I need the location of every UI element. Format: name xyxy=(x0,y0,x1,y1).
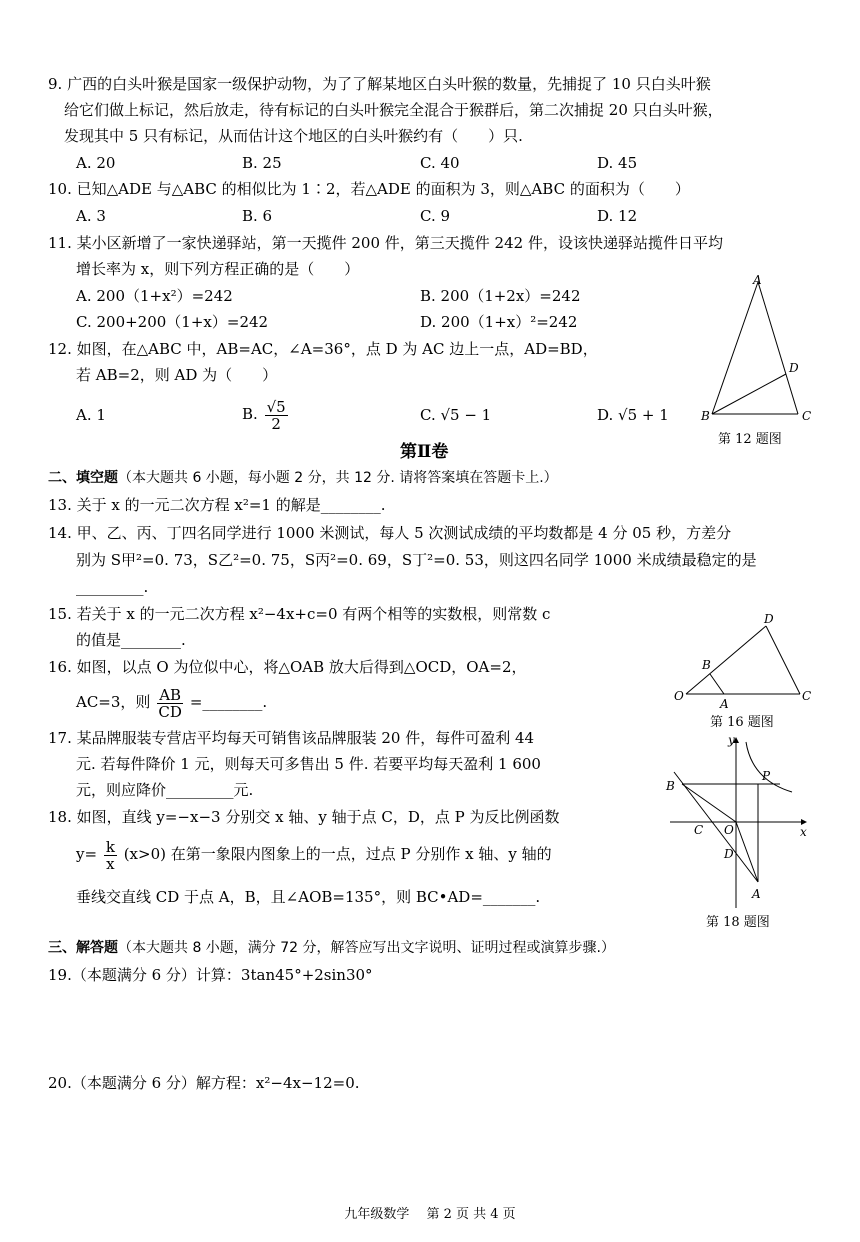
section2-heading xyxy=(48,467,558,489)
fig16-line-dc xyxy=(766,626,800,694)
q12-option-b-numerator: √5 xyxy=(266,397,286,416)
q16-line1: 16. 如图，以点 O 为位似中心，将△OAB 放大后得到△OCD，OA=2， xyxy=(48,658,527,676)
fig18-label-a: A xyxy=(752,887,761,901)
q9-option-a: A. 20 xyxy=(76,154,116,172)
q16-fraction xyxy=(157,687,183,720)
fig16-label-b: B xyxy=(702,658,711,672)
figure-18-caption: 第 18 题图 xyxy=(706,915,770,930)
fig12-label-c: C xyxy=(802,409,812,423)
figure-18-diagram xyxy=(660,732,820,910)
q11-option-b: B. 200（1+2x）=242 xyxy=(420,287,581,305)
fig18-label-p: P xyxy=(762,769,771,783)
section2-description: （本大题共 6 小题，每小题 2 分，共 12 分. 请将答案填在答题卡上.） xyxy=(118,470,558,486)
section3-description: （本大题共 8 小题，满分 72 分，解答应写出文字说明、证明过程或演算步骤.） xyxy=(118,940,615,956)
q17-line3: 元，则应降价_________元. xyxy=(76,781,254,799)
q15-line1: 15. 若关于 x 的一元二次方程 x²−4x+c=0 有两个相等的实数根，则常数 c xyxy=(48,605,551,623)
q11-option-c: C. 200+200（1+x）=242 xyxy=(76,313,269,331)
q12-option-b-denominator: 2 xyxy=(271,414,281,433)
q11-line1: 11. 某小区新增了一家快递驿站，第一天揽件 200 件，第三天揽件 242 件，设该快递驿站揽件日平均 xyxy=(48,234,723,252)
q18-line3: 垂线交直线 CD 于点 A，B，且∠AOB=135°，则 BC•AD=_______. xyxy=(76,888,541,906)
q10-option-b: B. 6 xyxy=(242,207,273,225)
q9-option-c: C. 40 xyxy=(420,154,460,172)
q18-line2-suffix: (x>0) 在第一象限内图象上的一点，过点 P 分别作 x 轴、y 轴的 xyxy=(123,845,552,863)
q10-line1: 10. 已知△ADE 与△ABC 的相似比为 1∶2，若△ADE 的面积为 3，则△ABC 的面积为（ ） xyxy=(48,180,690,198)
q11-option-d: D. 200（1+x）²=242 xyxy=(420,313,578,331)
q18-fraction xyxy=(104,839,117,872)
q9-line2: 给它们做上标记，然后放走，待有标记的白头叶猴完全混合于猴群后，第二次捕捉 20 只白头叶猴， xyxy=(64,101,723,119)
q14-line2: 别为 S甲²=0. 73，S乙²=0. 75，S丙²=0. 69，S丁²=0. 53，则这四名同学 1000 米成绩最稳定的是 xyxy=(76,551,757,569)
q9-option-d: D. 45 xyxy=(597,154,638,172)
fig12-label-d: D xyxy=(789,361,799,375)
q14-line1: 14. 甲、乙、丙、丁四名同学进行 1000 米测试，每人 5 次测试成绩的平均数都是 4 分 05 秒，方差分 xyxy=(48,524,732,542)
q10-option-c: C. 9 xyxy=(420,207,451,225)
q15-line2: 的值是________. xyxy=(76,631,186,649)
q19-line: 19.（本题满分 6 分）计算：3tan45°+2sin30° xyxy=(48,966,373,984)
q12-option-a: A. 1 xyxy=(76,406,106,424)
fig18-label-o: O xyxy=(724,823,734,837)
fig18-segment-oa xyxy=(736,822,758,882)
fig12-segment-bd xyxy=(712,374,786,414)
q11-line2: 增长率为 x，则下列方程正确的是（ ） xyxy=(76,260,360,278)
q12-option-c: C. √5 − 1 xyxy=(420,406,492,424)
fig16-line-ba xyxy=(710,674,724,694)
q18-fraction-denominator: x xyxy=(106,854,115,873)
section3-heading xyxy=(48,937,615,959)
fig18-label-b: B xyxy=(666,779,675,793)
q12-option-b-label: B. xyxy=(242,405,258,423)
figure-16-caption: 第 16 题图 xyxy=(710,715,774,730)
q18-line2 xyxy=(76,832,552,876)
q12-line2: 若 AB=2，则 AD 为（ ） xyxy=(76,366,278,384)
q12-line1: 12. 如图，在△ABC 中，AB=AC，∠A=36°，点 D 为 AC 边上一点，AD=BD， xyxy=(48,340,598,358)
q18-line1: 18. 如图，直线 y=−x−3 分别交 x 轴、y 轴于点 C，D，点 P 为反比例函数 xyxy=(48,808,560,826)
q17-line1: 17. 某品牌服装专营店平均每天可销售该品牌服装 20 件，每件可盈利 44 xyxy=(48,729,535,747)
figure-12-diagram xyxy=(692,272,822,424)
fig16-label-a: A xyxy=(720,697,729,711)
q16-fraction-denominator: CD xyxy=(158,702,182,721)
q14-line3: _________. xyxy=(76,578,149,596)
fig18-label-x: x xyxy=(800,825,807,839)
fig16-line-od xyxy=(686,626,766,694)
q9-line3: 发现其中 5 只有标记，从而估计这个地区的白头叶猴约有（ ）只. xyxy=(64,127,523,145)
q16-line2 xyxy=(76,680,267,724)
fig18-line-cd xyxy=(674,772,758,882)
fig12-label-b: B xyxy=(701,409,710,423)
q10-option-a: A. 3 xyxy=(76,207,106,225)
figure-12-caption: 第 12 题图 xyxy=(718,432,782,447)
section2-label: 二、填空题 xyxy=(48,470,118,486)
q9-option-b: B. 25 xyxy=(242,154,282,172)
fig12-side-ab xyxy=(712,282,758,414)
q12-option-b xyxy=(242,392,290,436)
q16-line2-prefix: AC=3，则 xyxy=(76,693,151,711)
q16-fraction-numerator: AB xyxy=(159,685,182,704)
q18-line2-y: y= xyxy=(76,845,98,863)
fig16-label-c: C xyxy=(802,689,812,703)
fig16-label-d: D xyxy=(764,612,774,626)
fig12-side-ac xyxy=(758,282,798,414)
q17-line2: 元. 若每件降价 1 元，则每天可多售出 5 件. 若要平均每天盈利 1 600 xyxy=(76,755,541,773)
q11-option-a: A. 200（1+x²）=242 xyxy=(76,287,233,305)
fig18-label-d: D xyxy=(724,847,734,861)
fig18-label-y: y xyxy=(728,733,735,747)
q12-option-b-fraction xyxy=(265,399,288,432)
fig18-segment-ob xyxy=(682,784,736,822)
q18-fraction-numerator: k xyxy=(105,837,115,856)
figure-16-diagram xyxy=(668,612,818,712)
fig12-label-a: A xyxy=(753,273,762,287)
part2-title: 第Ⅱ卷 xyxy=(400,442,449,462)
fig16-label-o: O xyxy=(674,689,684,703)
q9-line1: 9. 广西的白头叶猴是国家一级保护动物，为了了解某地区白头叶猴的数量，先捕捉了 10 只白头叶猴 xyxy=(48,75,711,93)
page-footer: 九年级数学 第 2 页 共 4 页 xyxy=(344,1207,516,1222)
q12-option-d: D. √5 + 1 xyxy=(597,406,669,424)
section3-label: 三、解答题 xyxy=(48,940,118,956)
q13-line: 13. 关于 x 的一元二次方程 x²=1 的解是________. xyxy=(48,496,386,514)
fig18-label-c: C xyxy=(694,823,704,837)
q20-line: 20.（本题满分 6 分）解方程：x²−4x−12=0. xyxy=(48,1074,360,1092)
q10-option-d: D. 12 xyxy=(597,207,638,225)
q16-line2-suffix: =________. xyxy=(189,693,268,711)
